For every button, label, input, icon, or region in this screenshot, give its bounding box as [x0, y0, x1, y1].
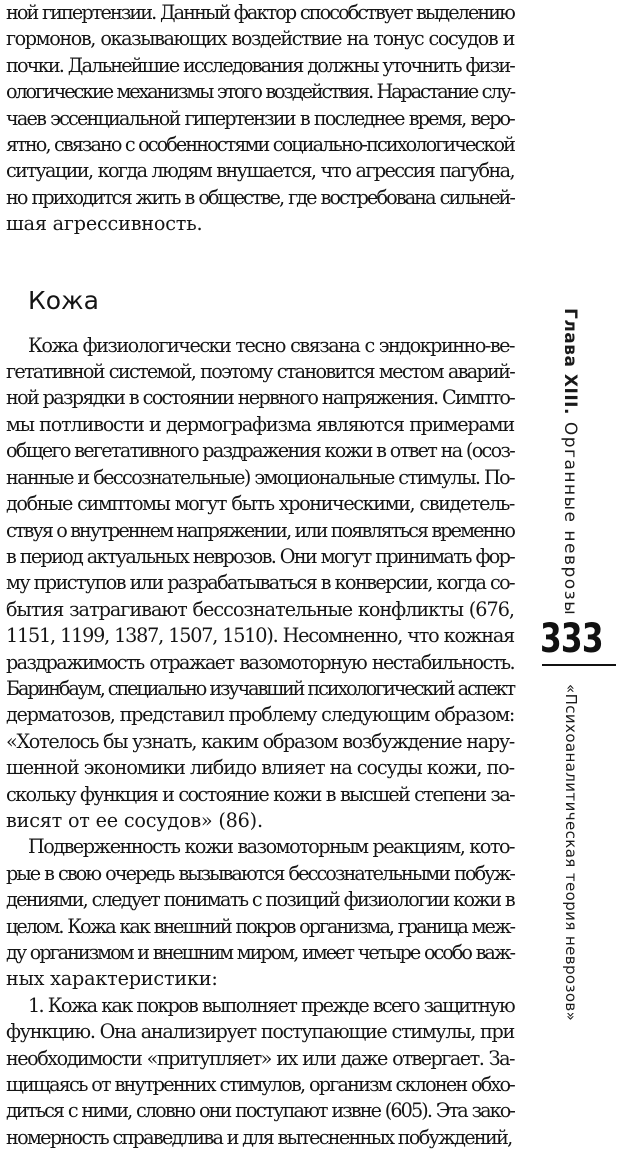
running-head-book-title: «Психоаналитическая теория неврозов» — [562, 684, 580, 1022]
text-line: но приходится жить в обществе, где востребована сильней- — [6, 185, 514, 209]
paragraph-skin-physiology — [6, 333, 514, 835]
text-line: в период актуальных неврозов. Они могут принимать фор- — [6, 544, 514, 568]
text-line: ной разрядки в состоянии нервного напряжения. Симпто- — [6, 386, 514, 410]
text-line: ствуя о внутреннем напряжении, или появляться временно — [6, 518, 515, 542]
text-line: шенной экономики либидо влияет на сосуды кожи, по- — [6, 756, 514, 780]
text-line: висят от ее сосудов» (86). — [6, 808, 263, 832]
text-line: гетативной системой, поэтому становится местом аварий- — [6, 360, 514, 384]
text-line: «Хотелось бы узнать, каким образом возбуждение нару- — [6, 729, 514, 753]
text-line: ных характеристики: — [6, 967, 218, 991]
text-line: Кожа физиологически тесно связана с эндокринно-ве- — [28, 333, 514, 357]
text-line: дениями, следует понимать с позиций физиологии кожи в — [6, 888, 514, 912]
text-line: ной гипертензии. Данный фактор способствует выделению — [6, 1, 514, 24]
text-line: гормонов, оказывающих воздействие на тонус сосудов и — [6, 27, 514, 51]
text-line: щищаясь от внутренних стимулов, организм склонен обхо- — [6, 1073, 514, 1097]
text-line: добные симптомы могут быть хроническими, свидетель- — [6, 492, 514, 516]
text-line: общего вегетативного раздражения кожи в ответ на (осоз- — [6, 439, 514, 463]
text-line: функцию. Она анализирует поступающие стимулы, при — [6, 1020, 514, 1044]
paragraph-protective-function — [6, 993, 514, 1151]
text-line: необходимости «притупляет» их или даже отвергает. За- — [6, 1046, 514, 1070]
text-line: Подверженность кожи вазомоторным реакциям, кото- — [28, 835, 514, 859]
text-line: скольку функция и состояние кожи в высшей степени за- — [6, 782, 514, 806]
top-paragraph — [6, 0, 514, 238]
text-line: рые в свою очередь вызываются бессознательными побуж- — [6, 861, 514, 885]
text-line: диться с ними, словно они поступают извне (605). Эта зако- — [6, 1099, 514, 1123]
text-line: Баринбаум, специально изучавший психологический аспект — [6, 676, 514, 700]
page-number: 333 — [540, 616, 603, 662]
text-line: мы потливости и дермографизма являются примерами — [6, 412, 514, 436]
text-line: бытия затрагивают бессознательные конфликты (676, — [6, 597, 514, 621]
text-line: раздражимость отражает вазомоторную нестабильность. — [6, 650, 514, 674]
main-text-column — [6, 0, 514, 1151]
text-line: почки. Дальнейшие исследования должны уточнить физи- — [6, 53, 514, 77]
page-number-rule — [542, 664, 616, 666]
section-heading: Кожа — [28, 285, 99, 315]
text-line: нанные и бессознательные) эмоциональные стимулы. По- — [6, 465, 514, 489]
text-line: ятно, связано с особенностями социально-психологической — [6, 133, 514, 157]
paragraph-vasomotor-reactions — [6, 834, 514, 992]
text-line: шая агрессивность. — [6, 212, 203, 236]
text-line: 1151, 1199, 1387, 1507, 1510). Несомненно, что кожная — [6, 624, 514, 648]
text-line: чаев эссенциальной гипертензии в последнее время, веро- — [6, 106, 514, 130]
text-line: дерматозов, представил проблему следующим образом: — [6, 703, 514, 727]
text-line: ду организмом и внешним миром, имеет четыре особо важ- — [6, 941, 514, 964]
text-line: ологические механизмы этого воздействия. Нарастание слу- — [6, 80, 514, 104]
text-line: 1. Кожа как покров выполняет прежде всего защитную — [28, 993, 514, 1017]
text-line: номерность справедлива и для вытесненных побуждений, — [6, 1125, 512, 1149]
running-head-chapter — [560, 308, 580, 616]
chapter-title: Органные неврозы — [560, 421, 580, 617]
text-line: му приступов или разрабатываться в конверсии, когда со- — [6, 571, 514, 595]
chapter-number: Глава XIII. — [560, 308, 580, 415]
text-line: ситуации, когда людям внушается, что агрессия пагубна, — [6, 159, 514, 183]
text-line: целом. Кожа как внешний покров организма, граница меж- — [6, 914, 514, 938]
